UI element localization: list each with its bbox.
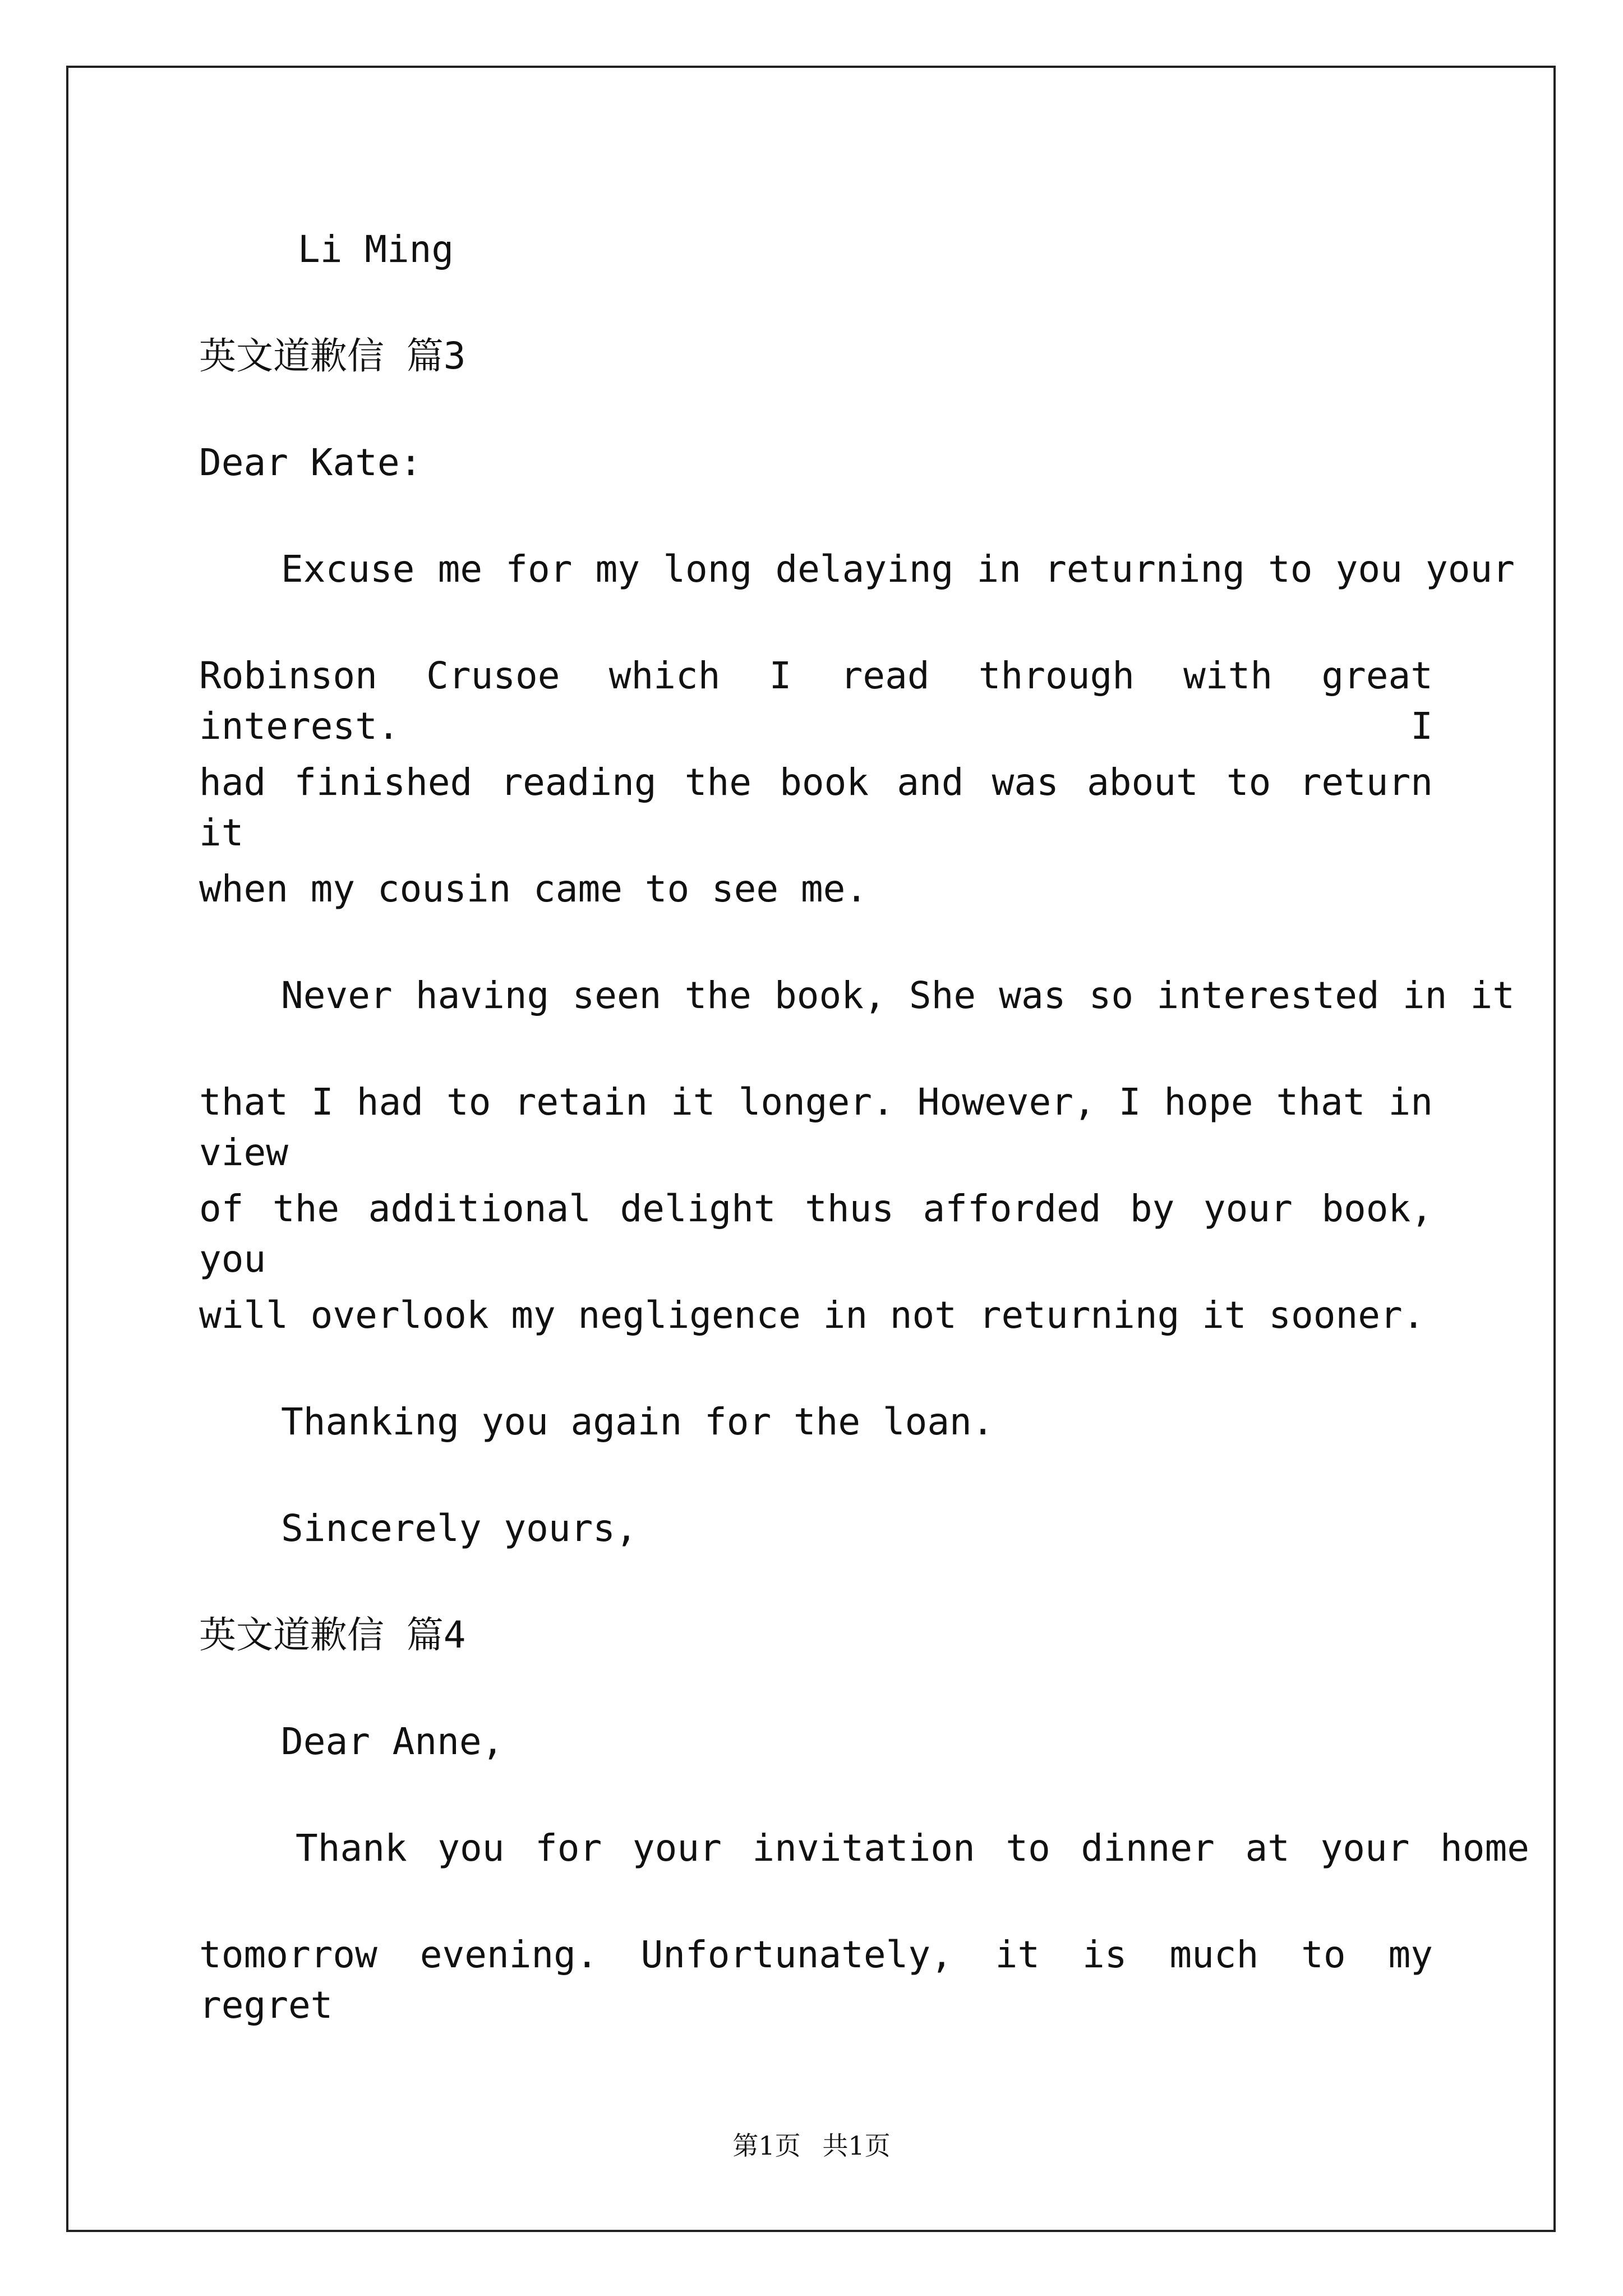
section4-p1-line2: tomorrow evening. Unfortunately, it is much to my regret — [199, 1933, 1433, 2027]
section3-closing: Sincerely yours, — [281, 1507, 638, 1550]
section3-p1-line3: had finished reading the book and was about to return it — [199, 761, 1433, 854]
total-pages: 共1页 — [822, 2131, 891, 2161]
section3-p2-line4: will overlook my negligence in not returning it sooner. — [199, 1294, 1425, 1337]
page-footer — [0, 2129, 1623, 2162]
signature-top: Li Ming — [298, 228, 454, 271]
section3-p1-line4: when my cousin came to see me. — [199, 867, 868, 910]
section3-p2-line1: Never having seen the book, She was so interested in it — [281, 974, 1515, 1017]
section4-heading: 英文道歉信 篇4 — [199, 1613, 466, 1657]
section3-p2-line3: of the additional delight thus afforded by your book, you — [199, 1187, 1433, 1281]
section4-salutation: Dear Anne, — [281, 1720, 504, 1763]
section4-p1-line1: Thank you for your invitation to dinner at your home — [296, 1826, 1529, 1870]
section3-p3: Thanking you again for the loan. — [281, 1400, 994, 1443]
page-number: 第1页 — [732, 2131, 801, 2161]
section3-salutation: Dear Kate: — [199, 441, 422, 484]
section3-p1-line2: Robinson Crusoe which I read through with great interest. I — [199, 654, 1433, 748]
section3-p2-line2: that I had to retain it longer. However, I hope that in view — [199, 1080, 1433, 1174]
section3-p1-line1: Excuse me for my long delaying in returning to you your — [281, 547, 1515, 591]
section3-heading: 英文道歉信 篇3 — [199, 334, 466, 378]
